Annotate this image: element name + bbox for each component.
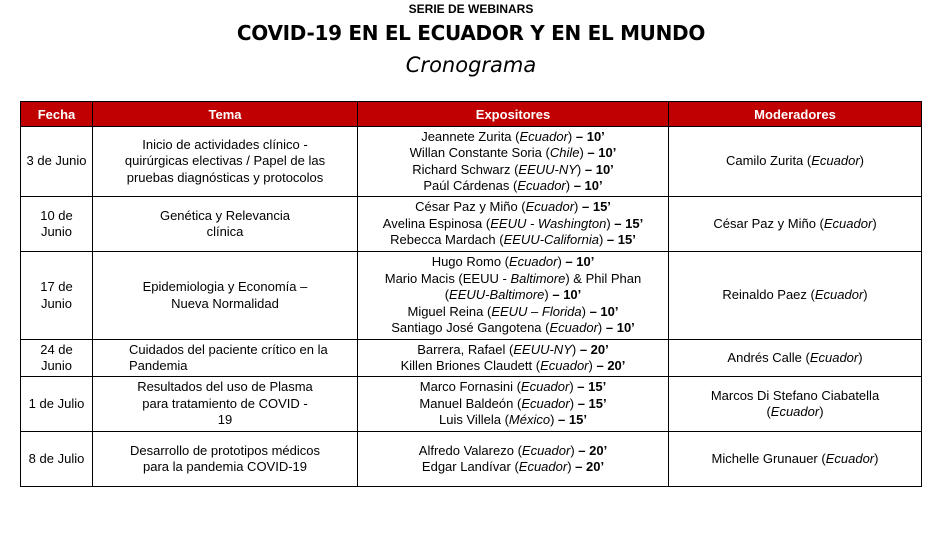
moderador-cell: Reinaldo Paez (Ecuador) [669, 252, 922, 340]
speaker: Marco Fornasini (Ecuador) – 15’ [419, 379, 607, 395]
table-row [21, 252, 922, 340]
speaker: Miguel Reina (EEUU – Florida) – 10’ [407, 303, 619, 319]
expositores-cell [358, 432, 669, 487]
speaker: Jeannete Zurita (Ecuador) – 10’ [421, 128, 605, 144]
expositores-cell [358, 197, 669, 252]
speaker: Richard Schwarz (EEUU-NY) – 10’ [412, 161, 614, 177]
table-row [21, 432, 922, 487]
speaker: Hugo Romo (Ecuador) – 10’ [431, 254, 595, 270]
tema-cell: Resultados del uso de Plasma para tratamiento de COVID - 19 [93, 377, 358, 432]
speaker: (EEUU-Baltimore) – 10’ [444, 287, 582, 303]
tema-cell: Inicio de actividades clínico - quirúrgicas electivas / Papel de las pruebas diagnósticas y protocolos [93, 127, 358, 197]
column-header-moderadores: Moderadores [669, 102, 922, 127]
tema-cell: Desarrollo de prototipos médicos para la pandemia COVID-19 [93, 432, 358, 487]
speaker: Manuel Baldeón (Ecuador) – 15’ [419, 395, 607, 411]
speaker: Santiago José Gangotena (Ecuador) – 10’ [391, 320, 635, 336]
fecha-cell: 3 de Junio [21, 127, 93, 197]
expositores-cell [358, 127, 669, 197]
speaker: Killen Briones Claudett (Ecuador) – 20’ [400, 358, 626, 373]
document-subtitle: Cronograma [405, 53, 537, 77]
moderador-cell: Andrés Calle (Ecuador) [669, 340, 922, 377]
table-row [21, 197, 922, 252]
moderador-cell: César Paz y Miño (Ecuador) [669, 197, 922, 252]
speaker: Barrera, Rafael (EEUU-NY) – 20’ [417, 341, 609, 357]
speaker: Edgar Landívar (Ecuador) – 20’ [421, 459, 605, 474]
tema-cell: Genética y Relevancia clínica [93, 197, 358, 252]
fecha-cell: 10 de Junio [21, 197, 93, 252]
tema-cell: Epidemiologia y Economía – Nueva Normalidad [93, 252, 358, 340]
speaker: Paúl Cárdenas (Ecuador) – 10’ [423, 178, 603, 193]
speaker: Avelina Espinosa (EEUU - Washington) – 15’ [382, 215, 644, 231]
speaker: César Paz y Miño (Ecuador) – 15’ [415, 199, 611, 215]
expositores-cell [358, 252, 669, 340]
fecha-cell: 17 de Junio [21, 252, 93, 340]
table-row [21, 377, 922, 432]
document-title: COVID-19 EN EL ECUADOR Y EN EL MUNDO [236, 21, 706, 45]
speaker: Willan Constante Soria (Chile) – 10’ [409, 145, 617, 160]
table-row [21, 127, 922, 197]
fecha-cell: 24 de Junio [21, 340, 93, 377]
column-header-fecha: Fecha [21, 102, 93, 127]
moderador-cell: Marcos Di Stefano Ciabatella (Ecuador) [669, 377, 922, 432]
speaker: Alfredo Valarezo (Ecuador) – 20’ [418, 442, 608, 458]
moderador-cell: Michelle Grunauer (Ecuador) [669, 432, 922, 487]
table-row [21, 340, 922, 377]
moderador-cell: Camilo Zurita (Ecuador) [669, 127, 922, 197]
expositores-cell [358, 340, 669, 377]
schedule-table [20, 101, 922, 487]
tema-cell: Cuidados del paciente crítico en la Pandemia [93, 340, 358, 377]
speaker: Mario Macis (EEUU - Baltimore) & Phil Phan [384, 270, 642, 286]
series-label: SERIE DE WEBINARS [408, 2, 534, 16]
column-header-tema: Tema [93, 102, 358, 127]
speaker: Rebecca Mardach (EEUU-California) – 15’ [390, 232, 636, 248]
fecha-cell: 8 de Julio [21, 432, 93, 487]
column-header-expositores: Expositores [358, 102, 669, 127]
speaker: Luis Villela (México) – 15’ [439, 412, 587, 428]
table-header-row [21, 102, 922, 127]
expositores-cell [358, 377, 669, 432]
fecha-cell: 1 de Julio [21, 377, 93, 432]
